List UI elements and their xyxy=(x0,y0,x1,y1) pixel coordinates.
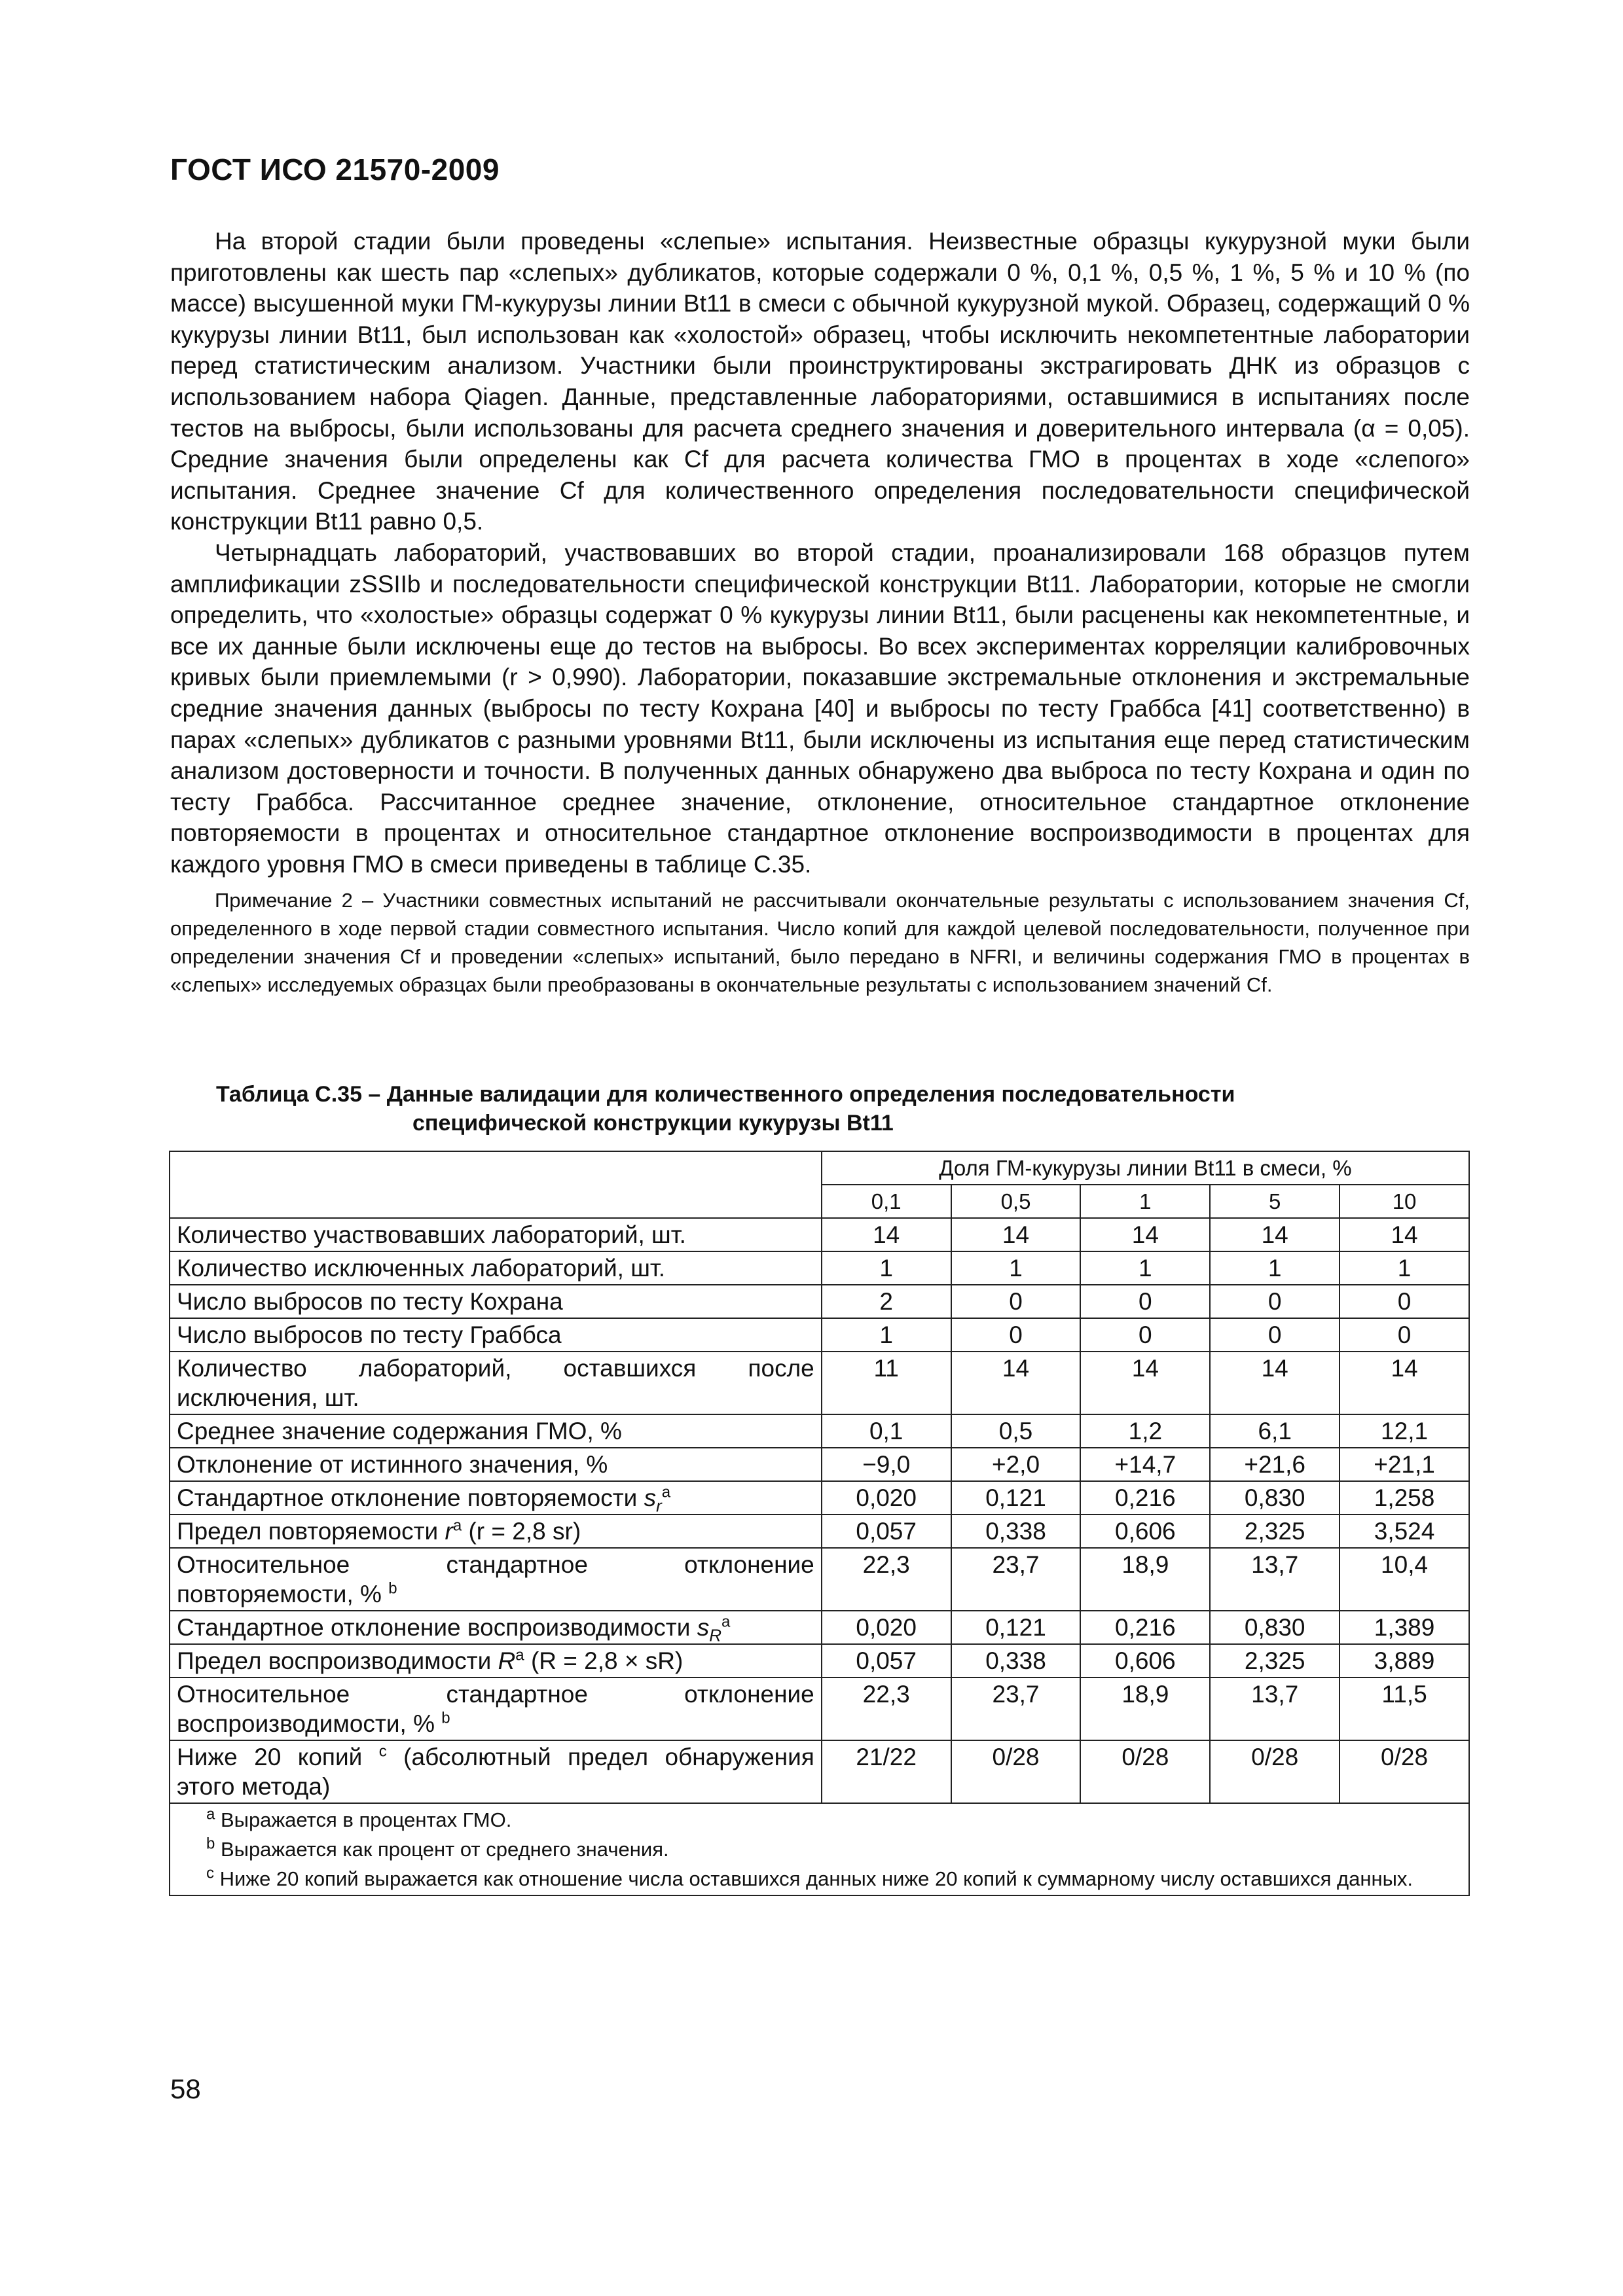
table-cell: 0 xyxy=(1080,1285,1210,1318)
row-label-text: Количество участвовавших лабораторий, шт. xyxy=(177,1221,686,1248)
paragraph: Четырнадцать лабораторий, участвовавших во второй стадии, проанализировали 168 образцов путем амплификации zSSIIb и последовательности специфической конструкции Bt11. Лаборатории, которые не смогли определить, что «холостые» образцы содержат 0 % кукурузы линии Bt11, были расценены как некомпетентные, и все их данные были исключены еще до тестов на выбросы. Во всех экспериментах корреляции калибровочных кривых были приемлемыми (r > 0,990). Лаборатории, показавшие экстремальные отклонения и экстремальные средние значения данных (выбросы по тесту Кохрана [40] и выбросы по тесту Граббса [41] соответственно) в парах «слепых» дубликатов с разными уровнями Bt11, были исключены из испытания еще перед статистическим анализом достоверности и точности. В полученных данных обнаружено два выброса по тесту Кохрана и один по тесту Граббса. Рассчитанное среднее значение, отклонение, относительное стандартное отклонение повторяемости в процентах и относительное стандартное отклонение воспроизводимости в процентах для каждого уровня ГМО в смеси приведены в таблице С.35. xyxy=(170,539,1470,878)
row-label xyxy=(170,1548,822,1611)
row-label-suffix: (абсолютный предел обнаружения этого метода) xyxy=(177,1744,814,1800)
table-cell: 3,889 xyxy=(1340,1644,1469,1677)
table-cell: 13,7 xyxy=(1210,1548,1340,1611)
table-row xyxy=(170,1352,1469,1414)
table-cell: 10,4 xyxy=(1340,1548,1469,1611)
table-cell: 14 xyxy=(822,1218,951,1251)
row-label xyxy=(170,1481,822,1515)
table-cell: 0/28 xyxy=(1210,1740,1340,1803)
table-cell: 22,3 xyxy=(822,1677,951,1740)
table-cell: 0 xyxy=(1340,1285,1469,1318)
table-cell: 0,057 xyxy=(822,1515,951,1548)
table-cell: 1 xyxy=(1210,1251,1340,1285)
table-cell: 0,057 xyxy=(822,1644,951,1677)
row-label-footnote-mark: b xyxy=(441,1709,450,1727)
table-cell: 1 xyxy=(1340,1251,1469,1285)
column-header: 10 xyxy=(1340,1185,1469,1218)
footnote-mark: c xyxy=(206,1864,214,1882)
row-label-text: Число выбросов по тесту Граббса xyxy=(177,1321,562,1348)
table-cell: 0,830 xyxy=(1210,1611,1340,1644)
table-cell: 14 xyxy=(1210,1218,1340,1251)
column-header: 1 xyxy=(1080,1185,1210,1218)
table-cell: 12,1 xyxy=(1340,1414,1469,1448)
table-row xyxy=(170,1318,1469,1352)
table-row xyxy=(170,1677,1469,1740)
footnote xyxy=(177,1835,1462,1864)
group-header: Доля ГМ-кукурузы линии Bt11 в смеси, % xyxy=(822,1151,1469,1185)
table-cell: 14 xyxy=(1210,1352,1340,1414)
row-label-formula: (R = 2,8 × sR) xyxy=(530,1647,684,1674)
table-cell: 0/28 xyxy=(1080,1740,1210,1803)
table-title-line2: специфической конструкции кукурузы Bt11 xyxy=(412,1111,894,1136)
row-label-text: Среднее значение содержания ГМО, % xyxy=(177,1418,622,1444)
table-cell: 0 xyxy=(1340,1318,1469,1352)
footnote-text: Выражается как процент от среднего значения. xyxy=(220,1838,669,1861)
row-label xyxy=(170,1611,822,1644)
table-cell: 14 xyxy=(1340,1352,1469,1414)
footnote-text: Выражается в процентах ГМО. xyxy=(220,1808,512,1831)
table-cell: 14 xyxy=(1340,1218,1469,1251)
table-cell: 0 xyxy=(951,1318,1081,1352)
table-title xyxy=(216,1080,1395,1138)
row-label xyxy=(170,1218,822,1251)
table-row xyxy=(170,1740,1469,1803)
table-cell: 13,7 xyxy=(1210,1677,1340,1740)
row-label-variable: s xyxy=(697,1614,710,1641)
table-cell: 22,3 xyxy=(822,1548,951,1611)
table-cell: 1 xyxy=(1080,1251,1210,1285)
table-cell: 0,606 xyxy=(1080,1515,1210,1548)
table-cell: 3,524 xyxy=(1340,1515,1469,1548)
table-cell: +21,1 xyxy=(1340,1448,1469,1481)
row-label-text: Отклонение от истинного значения, % xyxy=(177,1451,608,1478)
row-label-footnote-mark: c xyxy=(378,1742,387,1761)
row-label xyxy=(170,1515,822,1548)
table-cell: 21/22 xyxy=(822,1740,951,1803)
row-label-text: Стандартное отклонение повторяемости xyxy=(177,1484,638,1511)
table-cell: 0,020 xyxy=(822,1481,951,1515)
row-label xyxy=(170,1644,822,1677)
table-footnotes xyxy=(170,1803,1469,1895)
row-label xyxy=(170,1318,822,1352)
table-cell: 0 xyxy=(1210,1285,1340,1318)
row-label xyxy=(170,1285,822,1318)
table-cell: 0/28 xyxy=(951,1740,1081,1803)
page-number: 58 xyxy=(170,2073,201,2104)
row-label-formula: (r = 2,8 sr) xyxy=(468,1518,581,1545)
table-cell: 14 xyxy=(951,1352,1081,1414)
table-cell: 1,389 xyxy=(1340,1611,1469,1644)
row-label-text: Ниже 20 копий xyxy=(177,1744,363,1770)
table-cell: 0 xyxy=(951,1285,1081,1318)
row-label-text: Относительное стандартное отклонение повторяемости, % xyxy=(177,1551,814,1607)
table-cell: 0 xyxy=(1210,1318,1340,1352)
header-empty-cell xyxy=(170,1151,822,1218)
row-label-variable: r xyxy=(445,1518,453,1545)
table-title-line1: Таблица С.35 – Данные валидации для количественного определения последовательности xyxy=(216,1082,1235,1107)
table-row xyxy=(170,1251,1469,1285)
row-label xyxy=(170,1251,822,1285)
table-cell: 18,9 xyxy=(1080,1677,1210,1740)
row-label-text: Относительное стандартное отклонение воспроизводимости, % xyxy=(177,1681,814,1737)
row-label-footnote-mark: a xyxy=(515,1646,524,1664)
validation-table xyxy=(169,1151,1470,1896)
table-cell: 0,121 xyxy=(951,1611,1081,1644)
row-label-text: Количество исключенных лабораторий, шт. xyxy=(177,1255,666,1282)
table-cell: 0,5 xyxy=(951,1414,1081,1448)
table-row xyxy=(170,1285,1469,1318)
row-label-text: Предел повторяемости xyxy=(177,1518,439,1545)
footnote xyxy=(177,1805,1462,1835)
table-cell: 0,606 xyxy=(1080,1644,1210,1677)
table-row xyxy=(170,1548,1469,1611)
table-cell: 0,216 xyxy=(1080,1611,1210,1644)
table-cell: 1 xyxy=(822,1251,951,1285)
table-cell: −9,0 xyxy=(822,1448,951,1481)
row-label xyxy=(170,1677,822,1740)
body-text xyxy=(170,226,1470,999)
row-label xyxy=(170,1740,822,1803)
footnote-mark: a xyxy=(206,1805,215,1823)
table-cell: 11 xyxy=(822,1352,951,1414)
row-label-text: Число выбросов по тесту Кохрана xyxy=(177,1288,563,1315)
table-row xyxy=(170,1611,1469,1644)
document-header: ГОСТ ИСО 21570-2009 xyxy=(170,152,500,187)
row-label xyxy=(170,1414,822,1448)
row-label-footnote-mark: a xyxy=(661,1483,671,1501)
table-cell: 1,258 xyxy=(1340,1481,1469,1515)
table-cell: 1 xyxy=(951,1251,1081,1285)
table-cell: 0,338 xyxy=(951,1644,1081,1677)
footnote-mark: b xyxy=(206,1835,215,1853)
row-label-variable: s xyxy=(644,1484,657,1511)
footnotes-row xyxy=(170,1803,1469,1895)
table-cell: 2 xyxy=(822,1285,951,1318)
table-cell: 0/28 xyxy=(1340,1740,1469,1803)
table-cell: 18,9 xyxy=(1080,1548,1210,1611)
table-cell: 1,2 xyxy=(1080,1414,1210,1448)
table-cell: 0,020 xyxy=(822,1611,951,1644)
row-label-footnote-mark: a xyxy=(721,1613,731,1631)
table-row xyxy=(170,1218,1469,1251)
table-cell: 0,338 xyxy=(951,1515,1081,1548)
row-label xyxy=(170,1352,822,1414)
table-cell: +2,0 xyxy=(951,1448,1081,1481)
table-cell: 14 xyxy=(1080,1352,1210,1414)
table-cell: 14 xyxy=(951,1218,1081,1251)
table-cell: 0,121 xyxy=(951,1481,1081,1515)
table-row xyxy=(170,1644,1469,1677)
table-row xyxy=(170,1448,1469,1481)
table-cell: 0 xyxy=(1080,1318,1210,1352)
row-label-text: Стандартное отклонение воспроизводимости xyxy=(177,1614,691,1641)
table-cell: 23,7 xyxy=(951,1548,1081,1611)
footnote-text: Ниже 20 копий выражается как отношение числа оставшихся данных ниже 20 копий к суммарному числу оставшихся данных. xyxy=(219,1867,1413,1890)
paragraph: На второй стадии были проведены «слепые» испытания. Неизвестные образцы кукурузной муки были приготовлены как шесть пар «слепых» дубликатов, которые содержали 0 %, 0,1 %, 0,5 %, 1 %, 5 % и 10 % (по массе) высушенной муки ГМ-кукурузы линии Bt11 в смеси с обычной кукурузной мукой. Образец, содержащий 0 % кукурузы линии Bt11, был использован как «холостой» образец, чтобы исключить некомпетентные лаборатории перед статистическим анализом. Участники были проинструктированы экстрагировать ДНК из образцов с использованием набора Qiagen. Данные, представленные лабораториями, оставшимися в испытаниях после тестов на выбросы, были использованы для расчета среднего значения и доверительного интервала (α = 0,05). Средние значения были определены как Cf для расчета количества ГМО в процентах в ходе «слепого» испытания. Среднее значение Cf для количественного определения последовательности специфической конструкции Bt11 равно 0,5. xyxy=(170,228,1470,535)
table-cell: 2,325 xyxy=(1210,1644,1340,1677)
row-label-text: Предел воспроизводимости xyxy=(177,1647,492,1674)
table-header-row xyxy=(170,1151,1469,1185)
column-header: 0,1 xyxy=(822,1185,951,1218)
table-cell: 1 xyxy=(822,1318,951,1352)
table-cell: 23,7 xyxy=(951,1677,1081,1740)
table-cell: 2,325 xyxy=(1210,1515,1340,1548)
table-cell: 0,830 xyxy=(1210,1481,1340,1515)
footnote xyxy=(177,1864,1462,1893)
row-label-text: Количество лабораторий, оставшихся после исключения, шт. xyxy=(177,1355,814,1411)
table-cell: +21,6 xyxy=(1210,1448,1340,1481)
note-2: Примечание 2 – Участники совместных испытаний не рассчитывали окончательные результаты с использованием значения Cf, определенного в ходе первой стадии совместного испытания. Число копий для каждой целевой последовательности, полученное при определении значения Cf и проведении «слепых» испытаний, было передано в NFRI, и величины содержания ГМО в процентах в «слепых» исследуемых образцах были преобразованы в окончательные результаты с использованием значений Cf. xyxy=(170,889,1470,997)
table-row xyxy=(170,1481,1469,1515)
row-label-subscript: r xyxy=(656,1496,662,1516)
table-cell: 6,1 xyxy=(1210,1414,1340,1448)
table-cell: 14 xyxy=(1080,1218,1210,1251)
table-row xyxy=(170,1515,1469,1548)
row-label xyxy=(170,1448,822,1481)
row-label-subscript: R xyxy=(709,1625,721,1645)
row-label-variable: R xyxy=(498,1647,516,1674)
row-label-footnote-mark: b xyxy=(388,1579,397,1598)
table-cell: 0,1 xyxy=(822,1414,951,1448)
row-label-footnote-mark: a xyxy=(452,1516,462,1535)
table-row xyxy=(170,1414,1469,1448)
column-header: 5 xyxy=(1210,1185,1340,1218)
table-cell: +14,7 xyxy=(1080,1448,1210,1481)
table-cell: 0,216 xyxy=(1080,1481,1210,1515)
column-header: 0,5 xyxy=(951,1185,1081,1218)
table-cell: 11,5 xyxy=(1340,1677,1469,1740)
